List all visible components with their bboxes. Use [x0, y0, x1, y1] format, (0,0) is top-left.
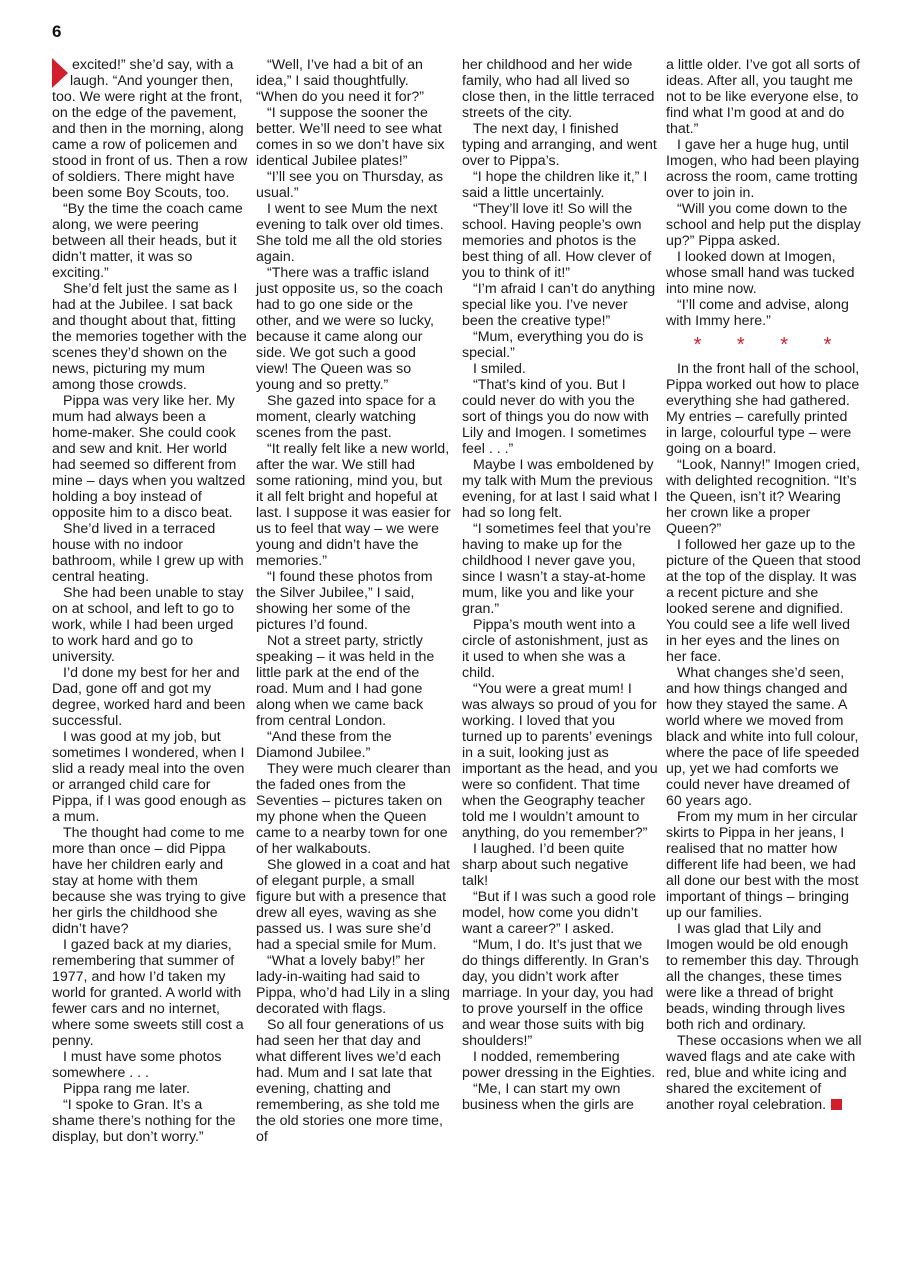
opening-paragraph: excited!” she’d say, with a laugh. “And younger then, too. We were right at the front, on the edge of the pavement, and then in the morning, along came a row of policemen and stood in front of us. Then a row of soldiers. There might have been some Boy Scouts, too.: [52, 57, 248, 201]
paragraph: a little older. I’ve got all sorts of ideas. After all, you taught me not to be like everyone else, to find what I’m good at and do that.”: [666, 57, 860, 137]
paragraph: I’d done my best for her and Dad, gone off and got my degree, worked hard and been successful.: [52, 665, 246, 729]
continuation-arrow-icon: [52, 58, 68, 88]
paragraph: Pippa was very like her. My mum had always been a home-maker. She could cook and sew and knit. Her world had seemed so different from mine – days when you waltzed holding a boy instead of opposite him to a disco beat.: [52, 393, 246, 521]
paragraph: “Will you come down to the school and help put the display up?” Pippa asked.: [666, 201, 861, 249]
paragraph: “There was a traffic island just opposite us, so the coach had to go one side or the other, and we were so lucky, because it came along our side. We got such a good view! The Queen was so young and so pretty.”: [256, 265, 443, 393]
column-4: [666, 57, 862, 1113]
paragraph: “I’ll come and advise, along with Immy here.”: [666, 297, 849, 329]
column-3: [462, 57, 658, 1113]
paragraph: “You were a great mum! I was always so proud of you for working. I loved that you turned up to parents’ evenings in a suit, looking just as important as the head, and you were so confident. That time when the Geography teacher told me I wouldn’t amount to anything, do you remember?”: [462, 681, 658, 841]
paragraph: So all four generations of us had seen her that day and what different lives we’d each had. Mum and I sat late that evening, chatting and remembering, as she told me the old stories one more time, of: [256, 1017, 444, 1145]
paragraph: “I spoke to Gran. It’s a shame there’s nothing for the display, but don’t worry.”: [52, 1097, 236, 1145]
paragraph: “By the time the coach came along, we were peering between all their heads, but it didn’t matter, it was so exciting.”: [52, 201, 243, 281]
paragraph: “I found these photos from the Silver Jubilee,” I said, showing her some of the pictures I’d found.: [256, 569, 433, 633]
paragraph: “What a lovely baby!” her lady-in-waiting had said to Pippa, who’d had Lily in a sling decorated with flags.: [256, 953, 451, 1017]
paragraph: I laughed. I’d been quite sharp about such negative talk!: [462, 841, 629, 889]
paragraph: “I suppose the sooner the better. We’ll need to see what comes in so we don’t have six identical Jubilee plates!”: [256, 105, 445, 169]
paragraph: She’d felt just the same as I had at the Jubilee. I sat back and thought about that, fitting the memories together with the scenes they’d shown on the news, picturing my mum among those crowds.: [52, 281, 247, 393]
paragraph: “That’s kind of you. But I could never do with you the sort of things you do now with Lily and Imogen. I sometimes feel . . .”: [462, 377, 649, 457]
paragraph: I was glad that Lily and Imogen would be old enough to remember this day. Through all the changes, these times were like a thread of bright beads, winding through lives both rich and ordinary.: [666, 921, 859, 1033]
paragraph: I nodded, remembering power dressing in the Eighties.: [462, 1049, 656, 1081]
paragraph: “And these from the Diamond Jubilee.”: [256, 729, 392, 761]
paragraph: I must have some photos somewhere . . .: [52, 1049, 222, 1081]
paragraph: “Mum, I do. It’s just that we do things differently. In Gran’s day, you didn’t work after marriage. In your day, you had to prove yourself in the office and wear those suits with big shoulders!”: [462, 937, 654, 1049]
paragraph: I was good at my job, but sometimes I wondered, when I slid a ready meal into the oven or arranged child care for Pippa, if I was good enough as a mum.: [52, 729, 247, 825]
paragraph: She had been unable to stay on at school, and left to go to work, while I had been urged to work hard and go to university.: [52, 585, 244, 665]
paragraph: “Me, I can start my own business when the girls are: [462, 1081, 634, 1113]
paragraph: “It really felt like a new world, after the war. We still had some rationing, mind you, but it all felt bright and hopeful at last. I suppose it was easier for us to feel that way – we were young and didn’t have the memories.”: [256, 441, 451, 569]
paragraph: “I’m afraid I can’t do anything special like you. I’ve never been the creative type!”: [462, 281, 656, 329]
paragraph: The thought had come to me more than once – did Pippa have her children early and stay at home with them because she was trying to give her girls the childhood she didn’t have?: [52, 825, 247, 937]
paragraph: From my mum in her circular skirts to Pippa in her jeans, I realised that no matter how different life had been, we had all done our best with the most important of things – bringing up our families.: [666, 809, 859, 921]
paragraph: her childhood and her wide family, who had all lived so close then, in the little terraced streets of the city.: [462, 57, 655, 121]
paragraph: I gave her a huge hug, until Imogen, who had been playing across the room, came trotting over to join in.: [666, 137, 860, 201]
column-2: [256, 57, 452, 1145]
paragraph: “I sometimes feel that you’re having to make up for the childhood I never gave you, since I wasn’t a stay-at-home mum, like you and like your gran.”: [462, 521, 652, 617]
paragraph: Pippa rang me later.: [63, 1081, 190, 1097]
paragraph: I smiled.: [473, 361, 526, 377]
paragraph: I went to see Mum the next evening to talk over old times. She told me all the old stories again.: [256, 201, 444, 265]
paragraph: “I’ll see you on Thursday, as usual.”: [256, 169, 444, 201]
paragraph: “Mum, everything you do is special.”: [462, 329, 644, 361]
paragraph: She gazed into space for a moment, clearly watching scenes from the past.: [256, 393, 436, 441]
paragraph: I gazed back at my diaries, remembering that summer of 1977, and how I’d taken my world for granted. A world with fewer cars and no internet, where some sweets still cost a penny.: [52, 937, 244, 1049]
end-mark-icon: [831, 1099, 842, 1110]
paragraph: What changes she’d seen, and how things changed and how they stayed the same. A world where we moved from black and white into full colour, where the pace of life speeded up, yet we had comforts we could never have dreamed of 60 years ago.: [666, 665, 860, 809]
paragraph: Maybe I was emboldened by my talk with Mum the previous evening, for at last I said what I had so long felt.: [462, 457, 658, 521]
paragraph: “They’ll love it! So will the school. Having people’s own memories and photos is the best thing of all. How clever of you to think of it!”: [462, 201, 652, 281]
page-number: 6: [52, 22, 62, 41]
paragraph: I looked down at Imogen, whose small hand was tucked into mine now.: [666, 249, 855, 297]
paragraph: Pippa’s mouth went into a circle of astonishment, just as it used to when she was a child.: [462, 617, 649, 681]
paragraph: “But if I was such a good role model, how come you didn’t want a career?” I asked.: [462, 889, 656, 937]
paragraph: “Well, I’ve had a bit of an idea,” I said thoughtfully. “When do you need it for?”: [256, 57, 424, 105]
closing-paragraph: These occasions when we all waved flags and ate cake with red, blue and white icing and shared the excitement of another royal celebration.: [666, 1033, 862, 1113]
paragraph: “I hope the children like it,” I said a little uncertainly.: [462, 169, 648, 201]
paragraph: In the front hall of the school, Pippa worked out how to place everything she had gathered. My entries – carefully printed in large, colourful type – were going on a board.: [666, 361, 860, 457]
paragraph: The next day, I finished typing and arranging, and went over to Pippa’s.: [462, 121, 657, 169]
paragraph: “Look, Nanny!” Imogen cried, with delighted recognition. “It’s the Queen, isn’t it? Wearing her crown like a proper Queen?”: [666, 457, 860, 537]
paragraph: She glowed in a coat and hat of elegant purple, a small figure but with a presence that drew all eyes, waving as she passed us. I was sure she’d had a special smile for Mum.: [256, 857, 450, 953]
paragraph: She’d lived in a terraced house with no indoor bathroom, while I grew up with central heating.: [52, 521, 244, 585]
paragraph: I followed her gaze up to the picture of the Queen that stood at the top of the display. It was a recent picture and she looked serene and dignified. You could see a life well lived in her eyes and the lines on her face.: [666, 537, 861, 665]
paragraph: They were much clearer than the faded ones from the Seventies – pictures taken on my phone when the Queen came to a nearby town for one of her walkabouts.: [256, 761, 451, 857]
column-1: [52, 57, 248, 1145]
paragraph: Not a street party, strictly speaking – it was held in the little park at the end of the road. Mum and I had gone along when we came back from central London.: [256, 633, 435, 729]
section-separator: * * * *: [693, 334, 847, 356]
